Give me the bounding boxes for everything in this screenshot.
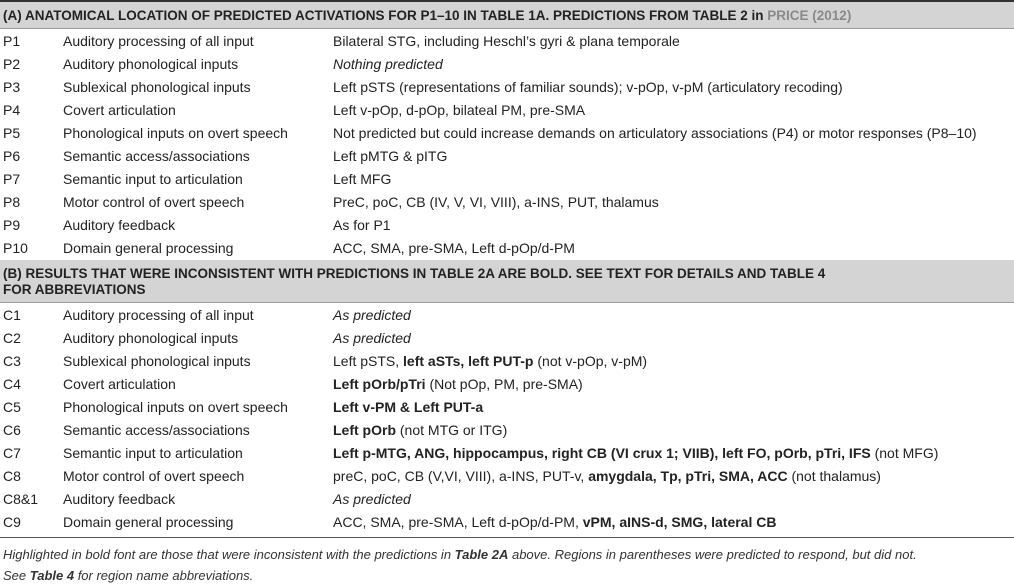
table-row	[0, 52, 1014, 75]
row-process: Auditory processing of all input	[63, 32, 254, 49]
row-result	[327, 399, 1014, 415]
footnote-line-1	[3, 544, 1011, 565]
inconsistent-region-text: Left p-MTG, ANG, hippocampus, right CB (VI crux 1; VIIB), left FO, pOrb, pTri, IFS	[333, 444, 871, 461]
section-b-rows	[0, 303, 1014, 533]
section-a-rows	[0, 29, 1014, 259]
row-id: P2	[3, 55, 21, 72]
row-result	[327, 194, 1014, 210]
result-text: Left pMTG & pITG	[333, 147, 448, 164]
row-id: C1	[3, 306, 21, 323]
result-text: (not MTG or ITG)	[396, 421, 508, 438]
table-row	[0, 487, 1014, 510]
row-id: P8	[3, 193, 21, 210]
section-b-title-line1: (B) RESULTS THAT WERE INCONSISTENT WITH PREDICTIONS IN TABLE 2A ARE BOLD. SEE TEXT FOR DETAILS AND TABLE 4	[3, 266, 826, 281]
row-process: Covert articulation	[63, 101, 176, 118]
table-row	[0, 326, 1014, 349]
row-id: P3	[3, 78, 21, 95]
row-result	[327, 330, 1014, 346]
row-result	[327, 445, 1014, 461]
table-row	[0, 144, 1014, 167]
section-b-header	[0, 260, 1014, 303]
row-process: Motor control of overt speech	[63, 193, 245, 210]
inconsistent-region-text: vPM, aINS-d, SMG, lateral CB	[582, 513, 777, 530]
row-result	[327, 148, 1014, 164]
result-text: Left v-pOp, d-pOp, bilateal PM, pre-SMA	[333, 101, 586, 118]
table-row	[0, 236, 1014, 259]
row-id: P4	[3, 101, 21, 118]
row-result	[327, 376, 1014, 392]
footnote-table-ref: Table 2A	[454, 547, 509, 562]
row-id: C9	[3, 513, 21, 530]
result-text: (Not pOp, PM, pre-SMA)	[425, 375, 583, 392]
row-result	[327, 171, 1014, 187]
section-a-header	[0, 2, 1014, 29]
row-id: C7	[3, 444, 21, 461]
inconsistent-region-text: amygdala, Tp, pTri, SMA, ACC	[588, 467, 788, 484]
result-text: As predicted	[333, 490, 411, 507]
result-text: (not thalamus)	[787, 467, 881, 484]
inconsistent-region-text: left aSTs, left PUT-p	[403, 352, 534, 369]
row-result	[327, 353, 1014, 369]
result-text: (not MFG)	[870, 444, 939, 461]
row-process: Auditory phonological inputs	[63, 55, 239, 72]
inconsistent-region-text: Left v-PM & Left PUT-a	[333, 398, 484, 415]
row-id: C3	[3, 352, 21, 369]
row-process: Motor control of overt speech	[63, 467, 245, 484]
price-2012-link[interactable]: PRICE (2012)	[767, 8, 852, 23]
inconsistent-region-text: Left pOrb	[333, 421, 396, 438]
row-result	[327, 79, 1014, 95]
result-text: PreC, poC, CB (IV, V, VI, VIII), a-INS, PUT, thalamus	[333, 193, 659, 210]
table-row	[0, 167, 1014, 190]
result-text: Bilateral STG, including Heschl’s gyri & plana temporale	[333, 32, 680, 49]
table-row	[0, 441, 1014, 464]
row-process: Sublexical phonological inputs	[63, 78, 251, 95]
result-text: Nothing predicted	[333, 55, 443, 72]
row-result	[327, 56, 1014, 72]
row-result	[327, 125, 1014, 141]
table-row	[0, 510, 1014, 533]
row-id: P5	[3, 124, 21, 141]
row-id: C2	[3, 329, 21, 346]
row-result	[327, 491, 1014, 507]
row-id: P1	[3, 32, 21, 49]
table-footnote	[0, 538, 1014, 586]
result-text: Not predicted but could increase demands on articulatory associations (P4) or motor responses (P8–10)	[333, 124, 977, 141]
section-b-title-line2: FOR ABBREVIATIONS	[3, 282, 146, 297]
footnote-table-ref: Table 4	[29, 568, 75, 583]
row-process: Sublexical phonological inputs	[63, 352, 251, 369]
footnote-text: for region name abbreviations.	[74, 568, 254, 583]
table-row	[0, 213, 1014, 236]
row-id: P10	[3, 239, 28, 256]
table-row	[0, 464, 1014, 487]
row-process: Semantic input to articulation	[63, 444, 243, 461]
section-a-title: (A) ANATOMICAL LOCATION OF PREDICTED ACTIVATIONS FOR P1–10 IN TABLE 1A. PREDICTIONS FROM TABLE 2 in	[3, 8, 768, 23]
row-result	[327, 102, 1014, 118]
result-text: As predicted	[333, 306, 411, 323]
table-row	[0, 349, 1014, 372]
table-row	[0, 372, 1014, 395]
table-row	[0, 75, 1014, 98]
table-row	[0, 418, 1014, 441]
row-process: Auditory feedback	[63, 216, 176, 233]
table-row	[0, 190, 1014, 213]
footnote-line-2	[3, 565, 1011, 586]
table-row	[0, 303, 1014, 326]
table-row	[0, 395, 1014, 418]
row-id: C4	[3, 375, 21, 392]
row-result	[327, 514, 1014, 530]
result-text: As for P1	[333, 216, 391, 233]
result-text: preC, poC, CB (V,VI, VIII), a-INS, PUT-v,	[333, 467, 589, 484]
row-id: C8&1	[3, 490, 39, 507]
footnote-text: Highlighted in bold font are those that were inconsistent with the predictions in	[3, 547, 455, 562]
row-result	[327, 468, 1014, 484]
row-result	[327, 307, 1014, 323]
result-text: ACC, SMA, pre-SMA, Left d-pOp/d-PM,	[333, 513, 583, 530]
result-text: (not v-pOp, v-pM)	[533, 352, 648, 369]
row-id: P9	[3, 216, 21, 233]
row-id: P7	[3, 170, 21, 187]
result-text: Left MFG	[333, 170, 392, 187]
row-process: Domain general processing	[63, 513, 234, 530]
row-result	[327, 422, 1014, 438]
result-text: Left pSTS,	[333, 352, 404, 369]
row-id: C8	[3, 467, 21, 484]
row-id: P6	[3, 147, 21, 164]
row-process: Auditory feedback	[63, 490, 176, 507]
row-process: Covert articulation	[63, 375, 176, 392]
inconsistent-region-text: Left pOrb/pTri	[333, 375, 426, 392]
row-result	[327, 217, 1014, 233]
result-text: Left pSTS (representations of familiar sounds); v-pOp, v-pM (articulatory recoding)	[333, 78, 843, 95]
table-row	[0, 98, 1014, 121]
row-process: Phonological inputs on overt speech	[63, 398, 288, 415]
row-process: Semantic access/associations	[63, 147, 250, 164]
footnote-text: above. Regions in parentheses were predicted to respond, but did not.	[508, 547, 917, 562]
footnote-text: See	[3, 568, 30, 583]
table-row	[0, 121, 1014, 144]
row-result	[327, 33, 1014, 49]
table-row	[0, 29, 1014, 52]
row-process: Semantic access/associations	[63, 421, 250, 438]
row-process: Auditory phonological inputs	[63, 329, 239, 346]
result-text: As predicted	[333, 329, 411, 346]
row-id: C5	[3, 398, 21, 415]
row-result	[327, 240, 1014, 256]
row-process: Phonological inputs on overt speech	[63, 124, 288, 141]
row-process: Semantic input to articulation	[63, 170, 243, 187]
result-text: ACC, SMA, pre-SMA, Left d-pOp/d-PM	[333, 239, 575, 256]
row-process: Auditory processing of all input	[63, 306, 254, 323]
row-process: Domain general processing	[63, 239, 234, 256]
row-id: C6	[3, 421, 21, 438]
